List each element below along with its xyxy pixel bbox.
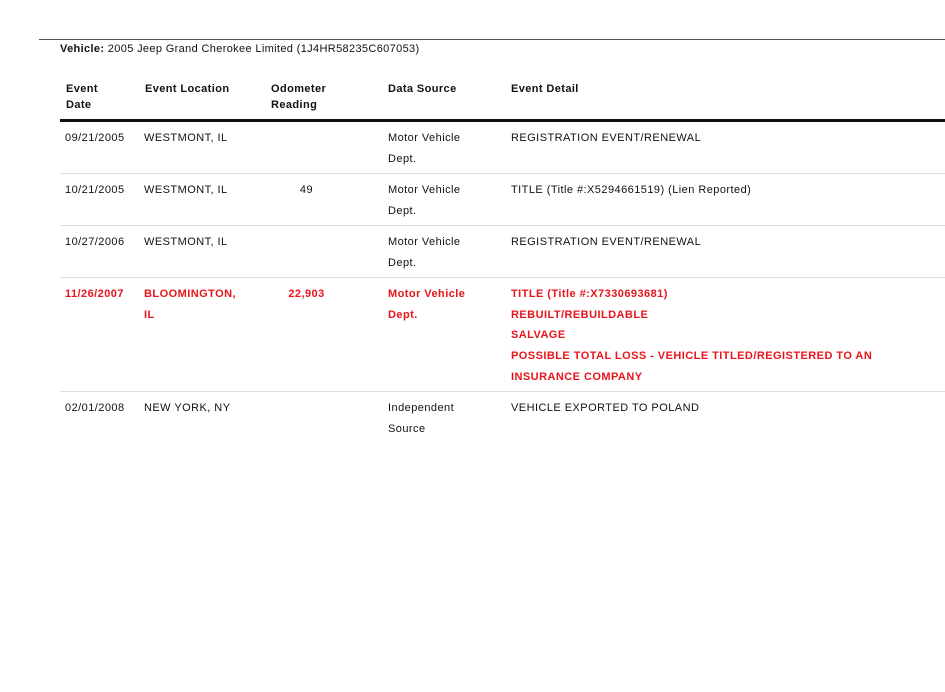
event-detail: TITLE (Title #:X7330693681) REBUILT/REBUILDABLE SALVAGE POSSIBLE TOTAL LOSS - VEHICLE TITLED/REGISTERED TO AN INSURANCE COMPANY <box>511 288 873 383</box>
event-detail: REGISTRATION EVENT/RENEWAL <box>511 236 702 248</box>
table-row <box>60 122 945 174</box>
vehicle-history-table <box>60 80 945 435</box>
header-data-source: Data Source <box>388 83 457 95</box>
data-source: Motor Vehicle Dept. <box>388 132 461 165</box>
vehicle-info <box>60 42 420 56</box>
top-divider <box>39 39 945 40</box>
event-date: 02/01/2008 <box>65 402 125 414</box>
event-location: NEW YORK, NY <box>144 402 231 414</box>
header-event-location: Event Location <box>145 83 230 95</box>
event-location: WESTMONT, IL <box>144 132 228 144</box>
table-row <box>60 174 945 226</box>
header-odometer-reading: Odometer Reading <box>271 83 327 111</box>
event-location: BLOOMINGTON, IL <box>144 288 236 321</box>
event-date: 10/21/2005 <box>65 184 125 196</box>
table-row <box>60 392 945 435</box>
data-source: Motor Vehicle Dept. <box>388 288 466 321</box>
vehicle-description: 2005 Jeep Grand Cherokee Limited (1J4HR58235C607053) <box>104 43 420 55</box>
event-date: 10/27/2006 <box>65 236 125 248</box>
odometer-reading: 22,903 <box>288 288 325 300</box>
table-row-highlighted <box>60 278 945 392</box>
header-event-detail: Event Detail <box>511 83 579 95</box>
data-source: Motor Vehicle Dept. <box>388 236 461 269</box>
table-row <box>60 226 945 278</box>
event-detail: VEHICLE EXPORTED TO POLAND <box>511 402 700 414</box>
table-header <box>60 80 945 122</box>
odometer-reading: 49 <box>299 184 314 196</box>
event-date: 11/26/2007 <box>65 288 124 300</box>
event-location: WESTMONT, IL <box>144 236 228 248</box>
event-date: 09/21/2005 <box>65 132 125 144</box>
event-location: WESTMONT, IL <box>144 184 228 196</box>
event-detail: REGISTRATION EVENT/RENEWAL <box>511 132 702 144</box>
header-event-date: Event Date <box>66 83 98 111</box>
data-source: Independent Source <box>388 402 455 435</box>
vehicle-label: Vehicle: <box>60 43 105 55</box>
data-source: Motor Vehicle Dept. <box>388 184 461 217</box>
event-detail: TITLE (Title #:X5294661519) (Lien Reported) <box>511 184 752 196</box>
